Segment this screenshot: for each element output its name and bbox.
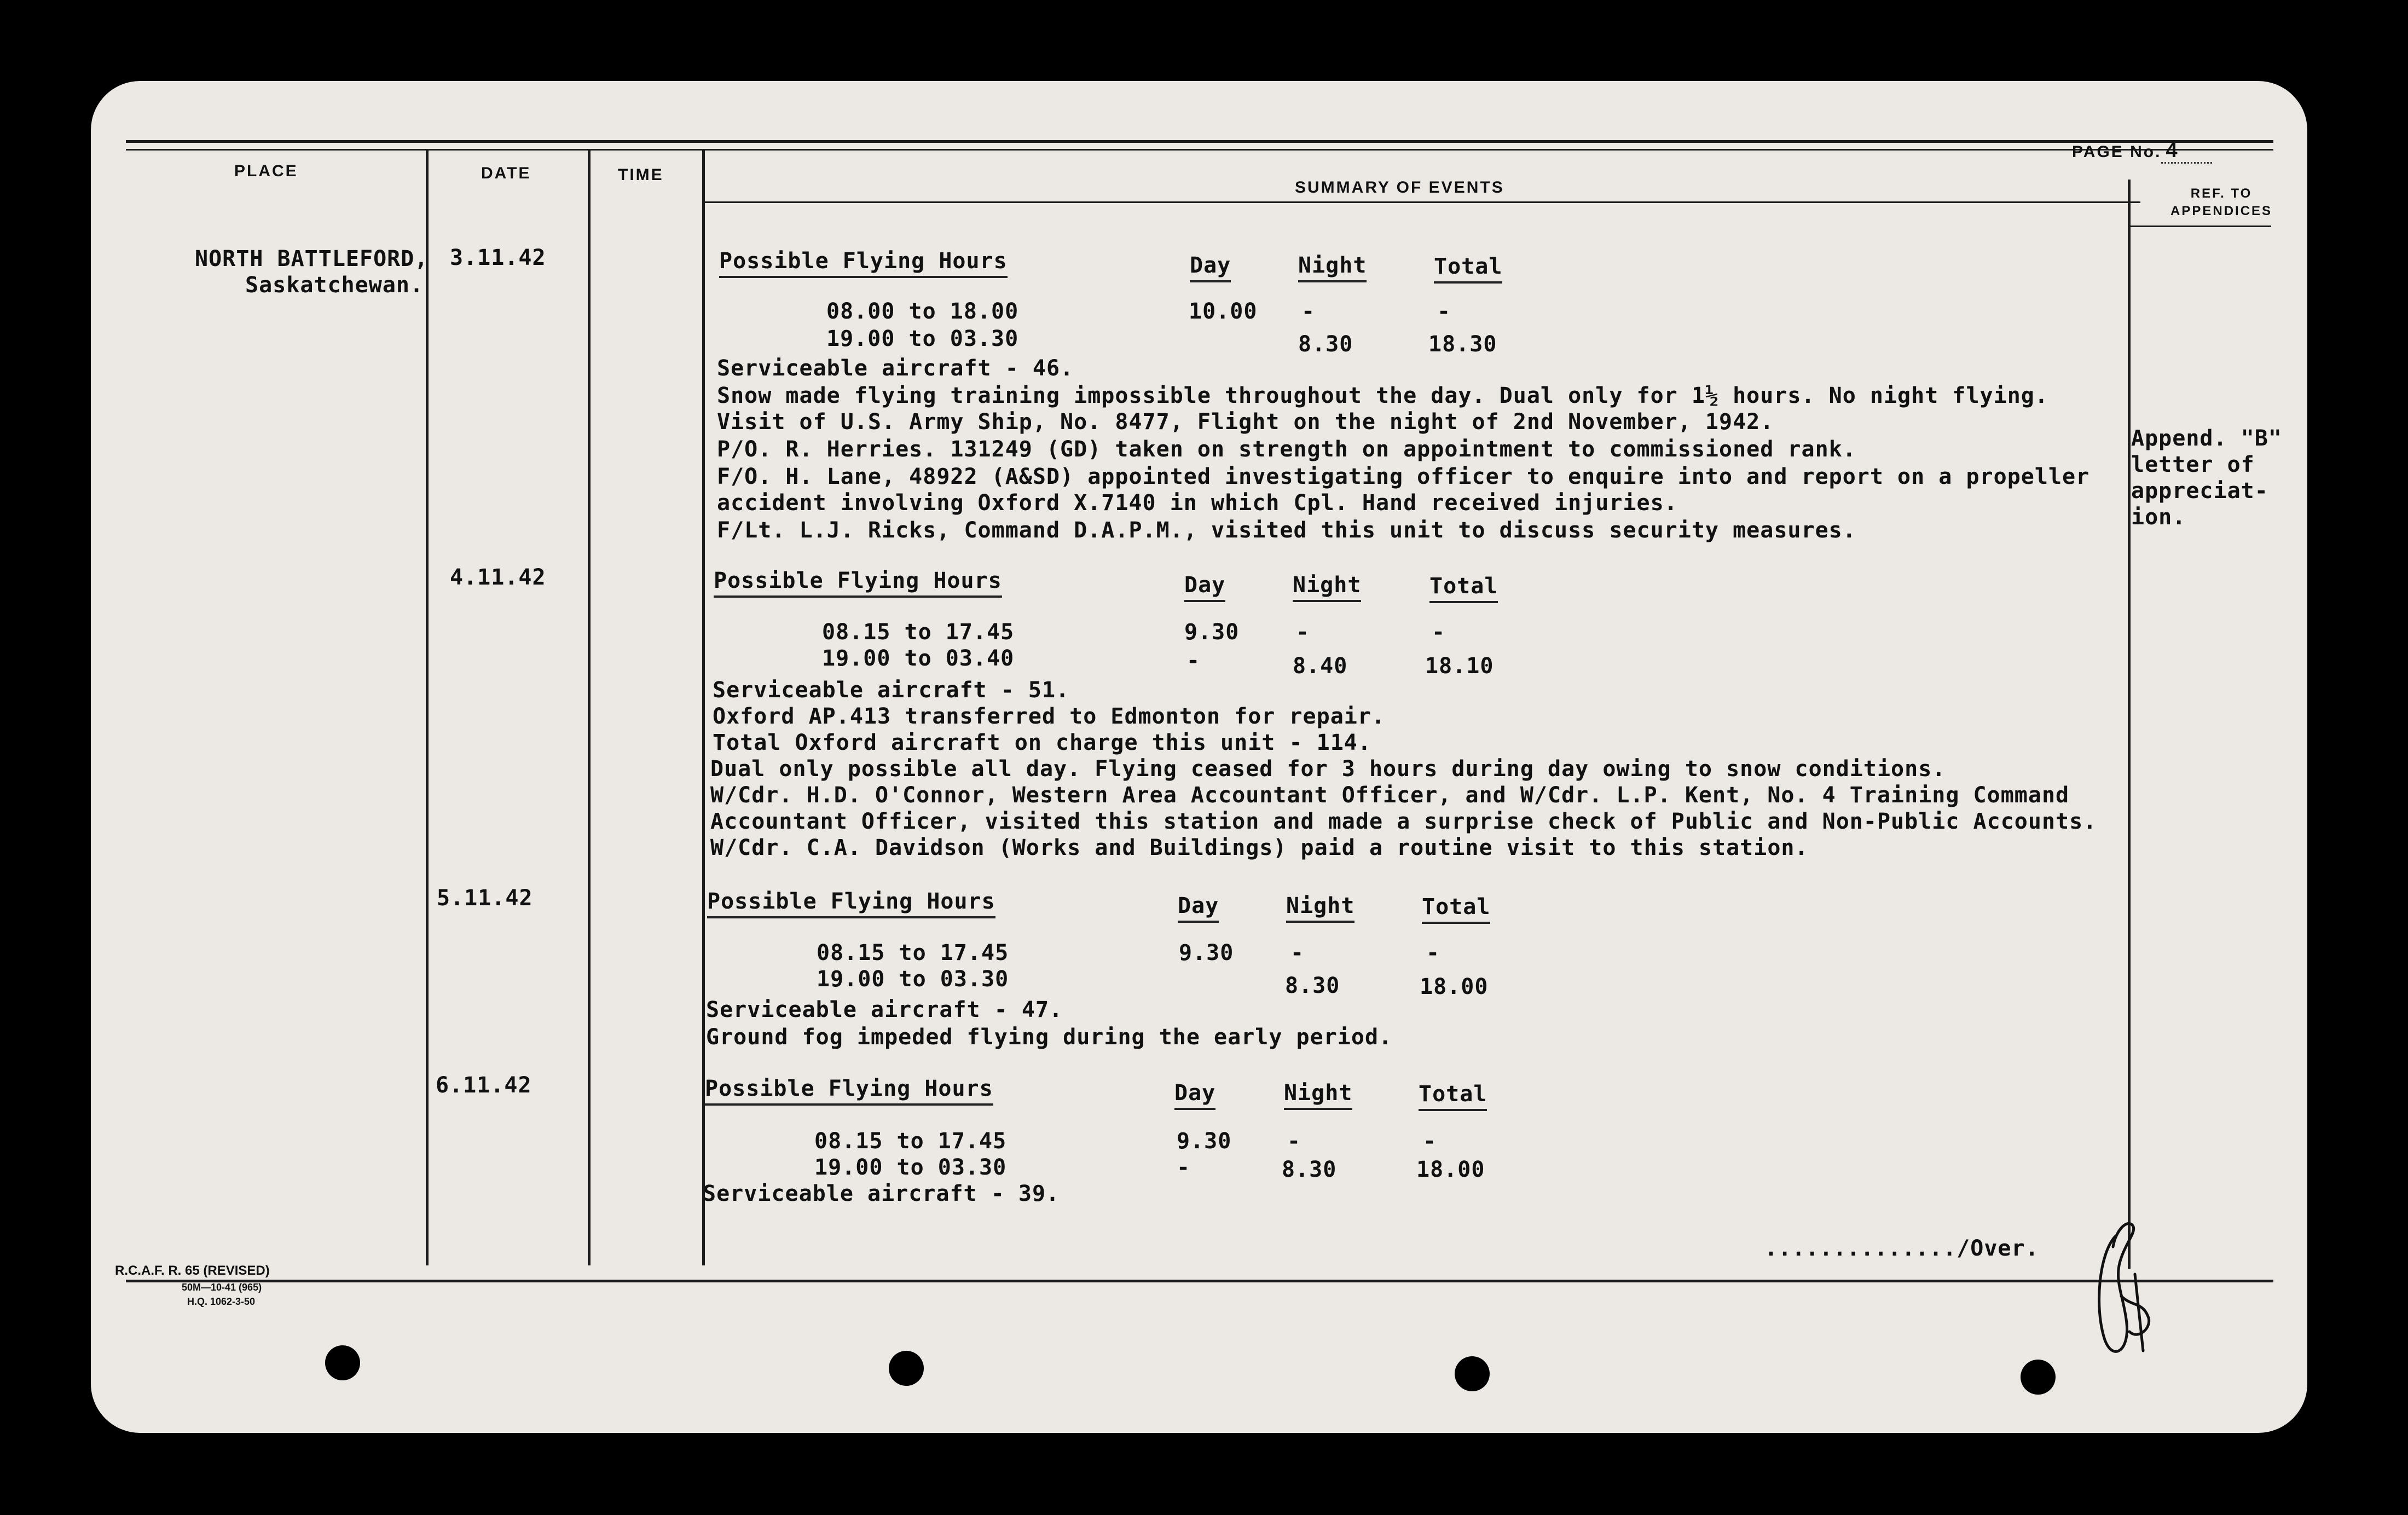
value-total: 18.10 [1425, 654, 1494, 679]
value-total: - [1437, 299, 1451, 324]
value-total: 18.00 [1420, 974, 1489, 999]
period: 08.15 to 17.45 [822, 620, 1015, 645]
col-total: Total [1429, 574, 1498, 603]
binder-hole [2021, 1360, 2056, 1395]
period: 08.15 to 17.45 [817, 940, 1009, 965]
appendix-ref: ion. [2131, 505, 2186, 530]
col-total: Total [1434, 254, 1502, 284]
value-day: - [1186, 648, 1201, 673]
summary-line: W/Cdr. C.A. Davidson (Works and Buildings) paid a routine visit to this station. [710, 835, 1809, 860]
header-place: PLACE [234, 162, 298, 180]
entry-date: 5.11.42 [437, 886, 533, 911]
header-summary: SUMMARY OF EVENTS [1295, 178, 1504, 196]
place-name: NORTH BATTLEFORD, [195, 246, 429, 271]
summary-line: Oxford AP.413 transferred to Edmonton for repair. [713, 704, 1386, 729]
summary-line: accident involving Oxford X.7140 in which Cpl. Hand received injuries. [717, 490, 1678, 516]
summary-line: Serviceable aircraft - 47. [706, 997, 1063, 1022]
appendix-ref: Append. "B" [2131, 426, 2282, 451]
period: 08.15 to 17.45 [814, 1129, 1007, 1154]
appendix-ref: appreciat- [2131, 478, 2268, 504]
place-province: Saskatchewan. [245, 273, 424, 298]
binder-hole [1455, 1356, 1490, 1391]
value-total: - [1426, 940, 1440, 965]
header-rule [704, 201, 2140, 203]
col-day: Day [1174, 1080, 1215, 1110]
summary-line: F/O. H. Lane, 48922 (A&SD) appointed investigating officer to enquire into and report on a propeller [717, 464, 2090, 489]
continued-over: ............../Over. [1764, 1236, 2039, 1261]
top-rule [126, 140, 2273, 143]
flying-hours-title: Possible Flying Hours [705, 1076, 993, 1106]
header-ref: REF. TO APPENDICES [2170, 186, 2273, 218]
col-rule-date [588, 149, 591, 1265]
value-total: 18.00 [1416, 1157, 1485, 1182]
period: 08.00 to 18.00 [826, 299, 1019, 324]
header-date: DATE [481, 164, 531, 182]
value-night: - [1296, 620, 1310, 645]
header-time: TIME [618, 166, 664, 184]
value-night: - [1301, 299, 1316, 324]
handwritten-initials [2083, 1214, 2165, 1367]
binder-hole [889, 1351, 924, 1386]
value-night: - [1287, 1129, 1301, 1154]
entry-date: 3.11.42 [450, 245, 546, 270]
period: 19.00 to 03.30 [814, 1155, 1007, 1180]
summary-line: Dual only possible all day. Flying ceased for 3 hours during day owing to snow conditions. [710, 756, 1946, 782]
ref-header-rule [2130, 225, 2271, 227]
summary-line: Ground fog impeded flying during the early period. [706, 1025, 1393, 1050]
value-day: - [1177, 1155, 1191, 1180]
value-day: 9.30 [1179, 940, 1234, 965]
entry-date: 6.11.42 [436, 1073, 532, 1098]
value-total: 18.30 [1428, 332, 1497, 357]
top-rule-2 [126, 149, 2273, 151]
form-print-code: 50M—10-41 (965) [182, 1282, 262, 1293]
summary-line: F/Lt. L.J. Ricks, Command D.A.P.M., visited this unit to discuss security measures. [717, 518, 1856, 543]
form-hq-code: H.Q. 1062-3-50 [187, 1296, 256, 1307]
value-night: 8.30 [1298, 332, 1353, 357]
value-night: 8.30 [1285, 973, 1340, 998]
binder-hole [325, 1345, 360, 1380]
summary-line: Accountant Officer, visited this station and made a surprise check of Public and Non-Public Accounts. [710, 809, 2097, 834]
summary-line: Serviceable aircraft - 39. [703, 1181, 1060, 1206]
col-day: Day [1178, 893, 1219, 923]
period: 19.00 to 03.40 [822, 646, 1015, 671]
col-day: Day [1190, 253, 1231, 282]
diary-form-card [91, 81, 2307, 1433]
value-night: 8.30 [1282, 1157, 1337, 1182]
period: 19.00 to 03.30 [817, 967, 1009, 992]
summary-line: Serviceable aircraft - 46. [717, 356, 1074, 381]
col-day: Day [1184, 573, 1225, 602]
col-rule-ref [2128, 180, 2131, 1269]
value-day: 9.30 [1177, 1129, 1232, 1154]
appendix-ref: letter of [2131, 452, 2255, 477]
col-rule-place [426, 149, 429, 1265]
col-total: Total [1419, 1082, 1487, 1111]
page-label: PAGE No. [2072, 143, 2162, 161]
bottom-rule [126, 1280, 2273, 1282]
summary-line: Snow made flying training impossible throughout the day. Dual only for 1½ hours. No night flying. [717, 383, 2048, 408]
value-day: 9.30 [1184, 620, 1240, 645]
value-total: - [1423, 1129, 1437, 1154]
form-number: R.C.A.F. R. 65 (REVISED) [115, 1263, 270, 1278]
col-night: Night [1284, 1080, 1352, 1110]
summary-line: Serviceable aircraft - 51. [713, 678, 1070, 703]
value-day: 10.00 [1189, 299, 1258, 324]
col-total: Total [1422, 894, 1490, 924]
summary-line: P/O. R. Herries. 131249 (GD) taken on strength on appointment to commissioned rank. [717, 437, 1856, 462]
value-night: 8.40 [1293, 654, 1348, 679]
col-night: Night [1298, 253, 1367, 282]
flying-hours-title: Possible Flying Hours [714, 568, 1002, 598]
entry-date: 4.11.42 [450, 565, 546, 590]
summary-line: Visit of U.S. Army Ship, No. 8477, Flight on the night of 2nd November, 1942. [717, 409, 1774, 435]
period: 19.00 to 03.30 [826, 326, 1019, 351]
value-total: - [1432, 620, 1446, 645]
page-number-label [2072, 139, 2212, 163]
col-night: Night [1286, 893, 1354, 923]
summary-line: Total Oxford aircraft on charge this unit - 114. [713, 730, 1371, 755]
page-number: 4 [2161, 139, 2212, 164]
flying-hours-title: Possible Flying Hours [707, 889, 995, 918]
col-night: Night [1293, 573, 1361, 602]
flying-hours-title: Possible Flying Hours [719, 248, 1008, 278]
summary-line: W/Cdr. H.D. O'Connor, Western Area Accountant Officer, and W/Cdr. L.P. Kent, No. 4 Training Command [710, 783, 2070, 808]
value-night: - [1290, 940, 1305, 965]
